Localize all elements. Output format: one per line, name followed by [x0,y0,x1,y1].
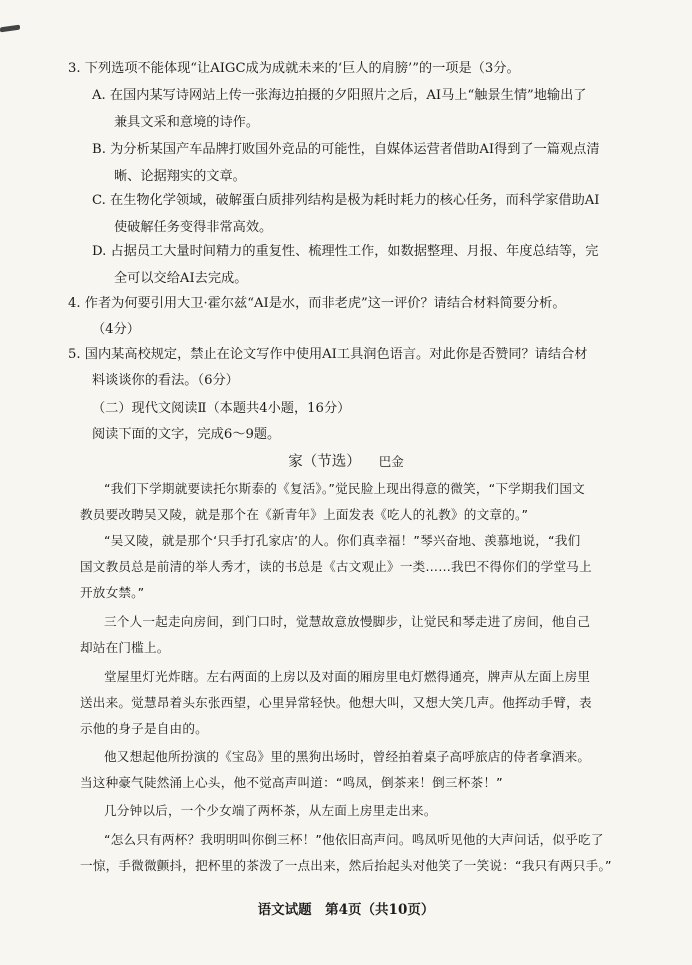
passage-line: 一惊，手微微颤抖，把杯里的茶泼了一点出来，然后抬起头对他笑了一笑说：“我只有两只手。” [80,858,612,873]
passage-line: 几分钟以后，一个少女端了两杯茶，从左面上房里走出来。 [104,803,437,818]
passage-author: 巴金 [378,454,404,469]
passage-title-line [0,450,692,471]
passage-line: 却站在门槛上。 [80,640,170,655]
option-c: C. 在生物化学领域，破解蛋白质排列结构是极为耗时耗力的核心任务，而科学家借助AI [92,193,600,208]
option-b-cont: 晰、论据翔实的文章。 [114,169,246,184]
option-d: D. 占据员工大量时间精力的重复性、梳理性工作，如数据整理、月报、年度总结等，完 [92,244,599,259]
passage-line: “怎么只有两杯？我明明叫你倒三杯！”他依旧高声问。鸣凤听见他的大声问话，似乎吃了 [104,832,604,847]
question-5-cont: 料谈谈你的看法。（6分） [92,373,239,388]
passage-line: 教员要改聘吴又陵，就是那个在《新青年》上面发表《吃人的礼教》的文章的。” [80,507,529,522]
passage-line: 当这种豪气陡然涌上心头，他不觉高声叫道：“鸣凤，倒茶来！倒三杯茶！” [80,775,503,790]
section-header: （二）现代文阅读Ⅱ（本题共4小题，16分） [92,401,351,416]
page-footer: 语文试题 第4页（共10页） [257,902,435,918]
question-4-points: （4分） [92,322,140,337]
passage-line: 三个人一起走向房间，到门口时，觉慧故意放慢脚步，让觉民和琴走进了房间，他自己 [104,614,591,629]
passage-line: 开放女禁。” [80,585,145,600]
option-d-cont: 全可以交给AI去完成。 [114,271,248,286]
question-4: 4. 作者为何要引用大卫·霍尔兹“AI是水，而非老虎”这一评价？请结合材料简要分析。 [68,296,566,311]
passage-line: 国文教员总是前清的举人秀才，读的书总是《古文观止》一类……我巴不得你们的学堂马上 [80,559,592,574]
passage-line: 送出来。觉慧昂着头东张西望，心里异常轻快。他想大叫，又想大笑几声。他挥动手臂，表 [80,695,592,710]
option-b: B. 为分析某国产车品牌打败国外竞品的可能性，自媒体运营者借助AI得到了一篇观点清 [92,142,600,157]
option-a-cont: 兼具文采和意境的诗作。 [114,115,260,130]
question-3-stem: 3. 下列选项不能体现“让AIGC成为成就未来的‘巨人的肩膀’”的一项是（3分。 [68,61,520,76]
passage-line: “吴又陵，就是那个‘只手打孔家店’的人。你们真幸福！”琴兴奋地、羡慕地说，“我们 [104,533,581,548]
question-5: 5. 国内某高校规定，禁止在论文写作中使用AI工具润色语言。对此你是否赞同？请结合材 [68,347,588,362]
passage-line: 示他的身子是自由的。 [80,721,208,736]
passage-line: 他又想起他所扮演的《宝岛》里的黑狗出场时，曾经拍着桌子高呼旅店的侍者拿酒来。 [104,749,591,764]
passage-title: 家（节选） [288,454,361,470]
section-instruction: 阅读下面的文字，完成6～9题。 [92,427,281,442]
option-a: A. 在国内某写诗网站上传一张海边拍摄的夕阳照片之后，AI马上“触景生情”地输出了 [92,88,587,103]
scan-mark [0,25,20,33]
option-c-cont: 使破解任务变得非常高效。 [114,220,273,235]
passage-line: “我们下学期就要读托尔斯泰的《复活》。”觉民脸上现出得意的微笑，“下学期我们国文 [104,481,585,496]
passage-line: 堂屋里灯光炸瞎。左右两面的上房以及对面的厢房里电灯燃得通亮，牌声从左面上房里 [104,669,591,684]
